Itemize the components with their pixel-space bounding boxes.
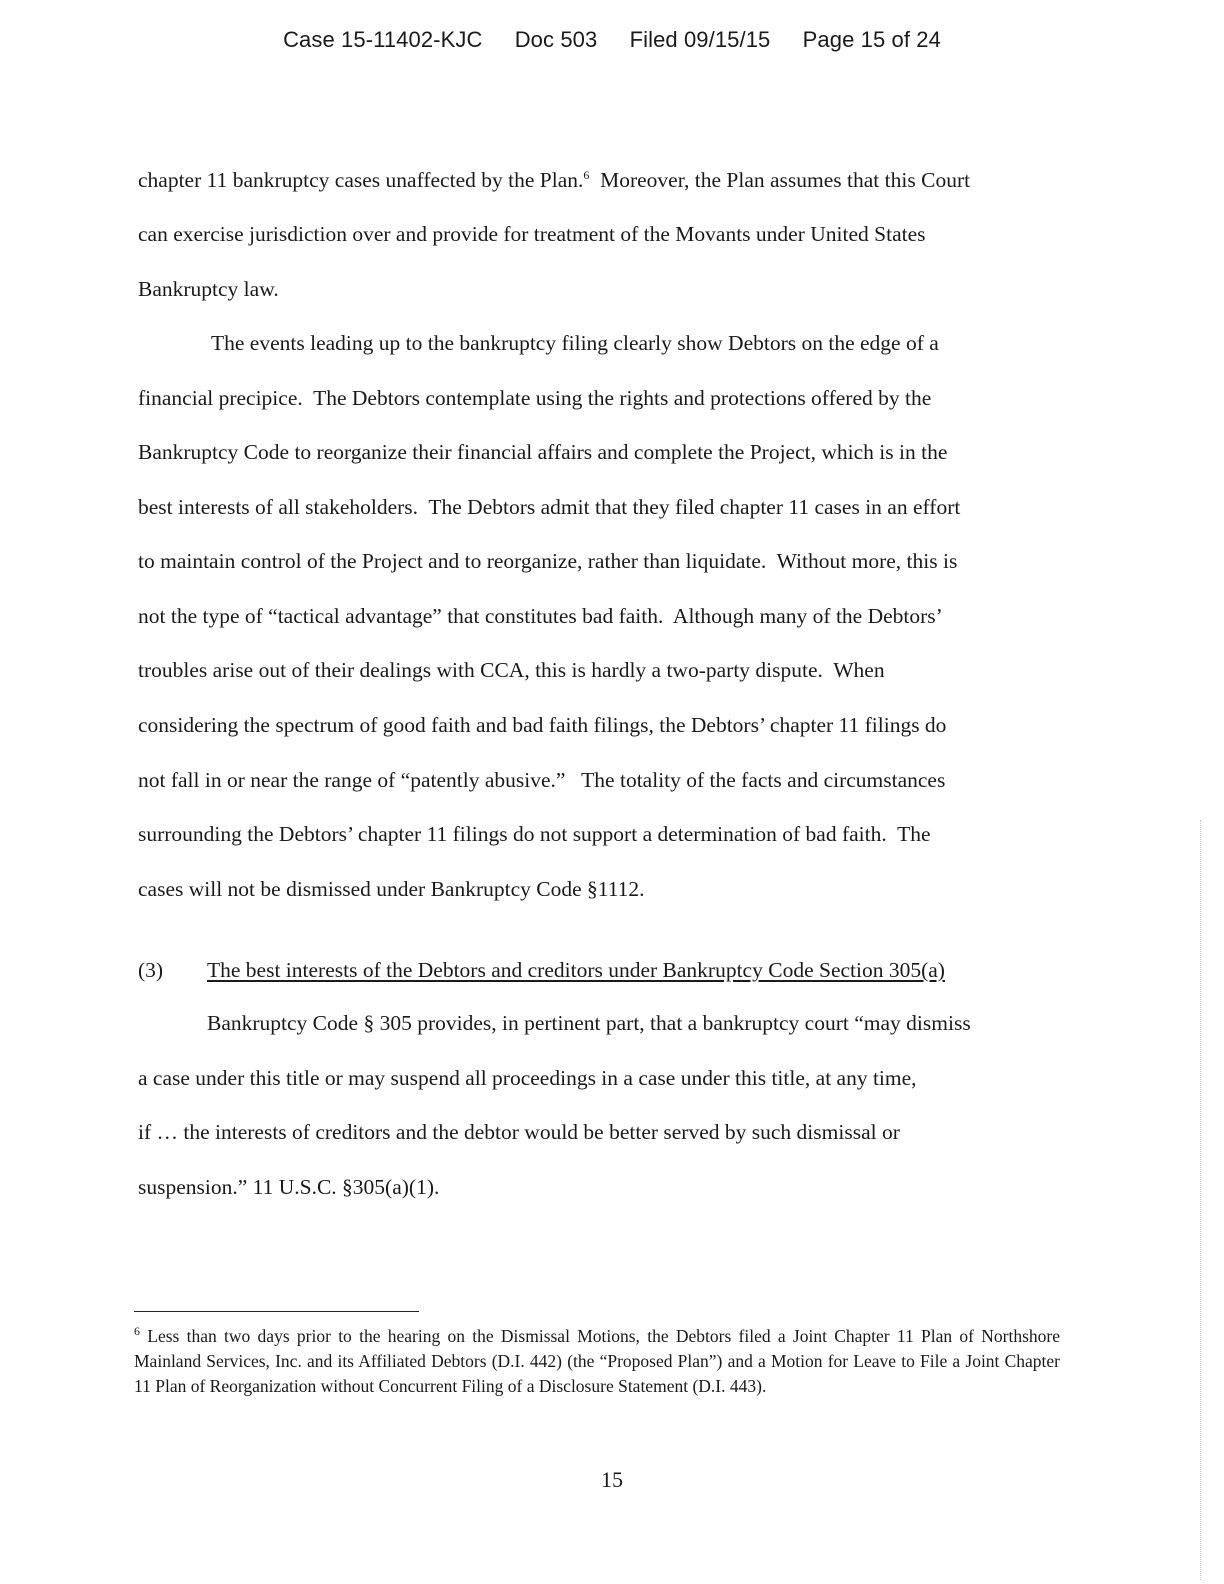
doc-number: Doc 503	[514, 27, 598, 52]
filed-date: Filed 09/15/15	[629, 27, 771, 52]
body-line-text: Moreover, the Plan assumes that this Court	[589, 168, 971, 192]
section-line: if … the interests of creditors and the debtor would be better served by such dismissal or	[138, 1120, 900, 1144]
document-header	[0, 27, 1224, 53]
body-line: not fall in or near the range of “patently abusive.” The totality of the facts and circumstances	[138, 768, 946, 792]
body-line: can exercise jurisdiction over and provide for treatment of the Movants under United States	[138, 222, 926, 246]
section-line: Bankruptcy Code § 305 provides, in pertinent part, that a bankruptcy court “may dismiss	[207, 1011, 971, 1035]
body-line: not the type of “tactical advantage” that constitutes bad faith. Although many of the Debtors’	[138, 604, 943, 628]
body-line: best interests of all stakeholders. The Debtors admit that they filed chapter 11 cases in an effort	[138, 495, 961, 519]
footnote	[134, 1324, 1060, 1399]
section-line: a case under this title or may suspend all proceedings in a case under this title, at any time,	[138, 1066, 917, 1090]
case-number: Case 15-11402-KJC	[283, 27, 483, 52]
footnote-divider	[134, 1311, 419, 1312]
body-line: Bankruptcy law.	[138, 277, 279, 301]
body-line: cases will not be dismissed under Bankruptcy Code §1112.	[138, 877, 645, 901]
footnote-marker: 6	[134, 1324, 140, 1339]
body-line: surrounding the Debtors’ chapter 11 filings do not support a determination of bad faith. The	[138, 822, 931, 846]
body-line: considering the spectrum of good faith and bad faith filings, the Debtors’ chapter 11 filings do	[138, 713, 947, 737]
body-line: troubles arise out of their dealings with CCA, this is hardly a two-party dispute. When	[138, 658, 885, 682]
body-line: Bankruptcy Code to reorganize their financial affairs and complete the Project, which is in the	[138, 440, 948, 464]
scan-edge-line	[1200, 820, 1201, 1580]
body-line: financial precipice. The Debtors contemplate using the rights and protections offered by the	[138, 386, 932, 410]
section-line: suspension.” 11 U.S.C. §305(a)(1).	[138, 1175, 440, 1199]
body-line	[138, 167, 971, 192]
section-title: The best interests of the Debtors and creditors under Bankruptcy Code Section 305(a)	[207, 958, 945, 982]
footnote-reference[interactable]: 6	[583, 167, 590, 182]
body-line-text: chapter 11 bankruptcy cases unaffected by the Plan.	[138, 168, 584, 192]
footnote-text: Less than two days prior to the hearing on the Dismissal Motions, the Debtors filed a Joint Chapter 11 Plan of Northshore Mainland Services, Inc. and its Affiliated Debtors (D.I. 442) (the “Proposed Plan”) and a Motion for Leave to File a Joint Chapter 11 Plan of Reorganization without Concurrent Filing of a Disclosure Statement (D.I. 443).	[134, 1326, 1060, 1396]
body-line: The events leading up to the bankruptcy filing clearly show Debtors on the edge of a	[211, 331, 939, 355]
body-line: to maintain control of the Project and to reorganize, rather than liquidate. Without more, this is	[138, 549, 958, 573]
page-indicator: Page 15 of 24	[802, 27, 941, 52]
section-number: (3)	[138, 958, 164, 982]
page-number: 15	[601, 1467, 623, 1492]
